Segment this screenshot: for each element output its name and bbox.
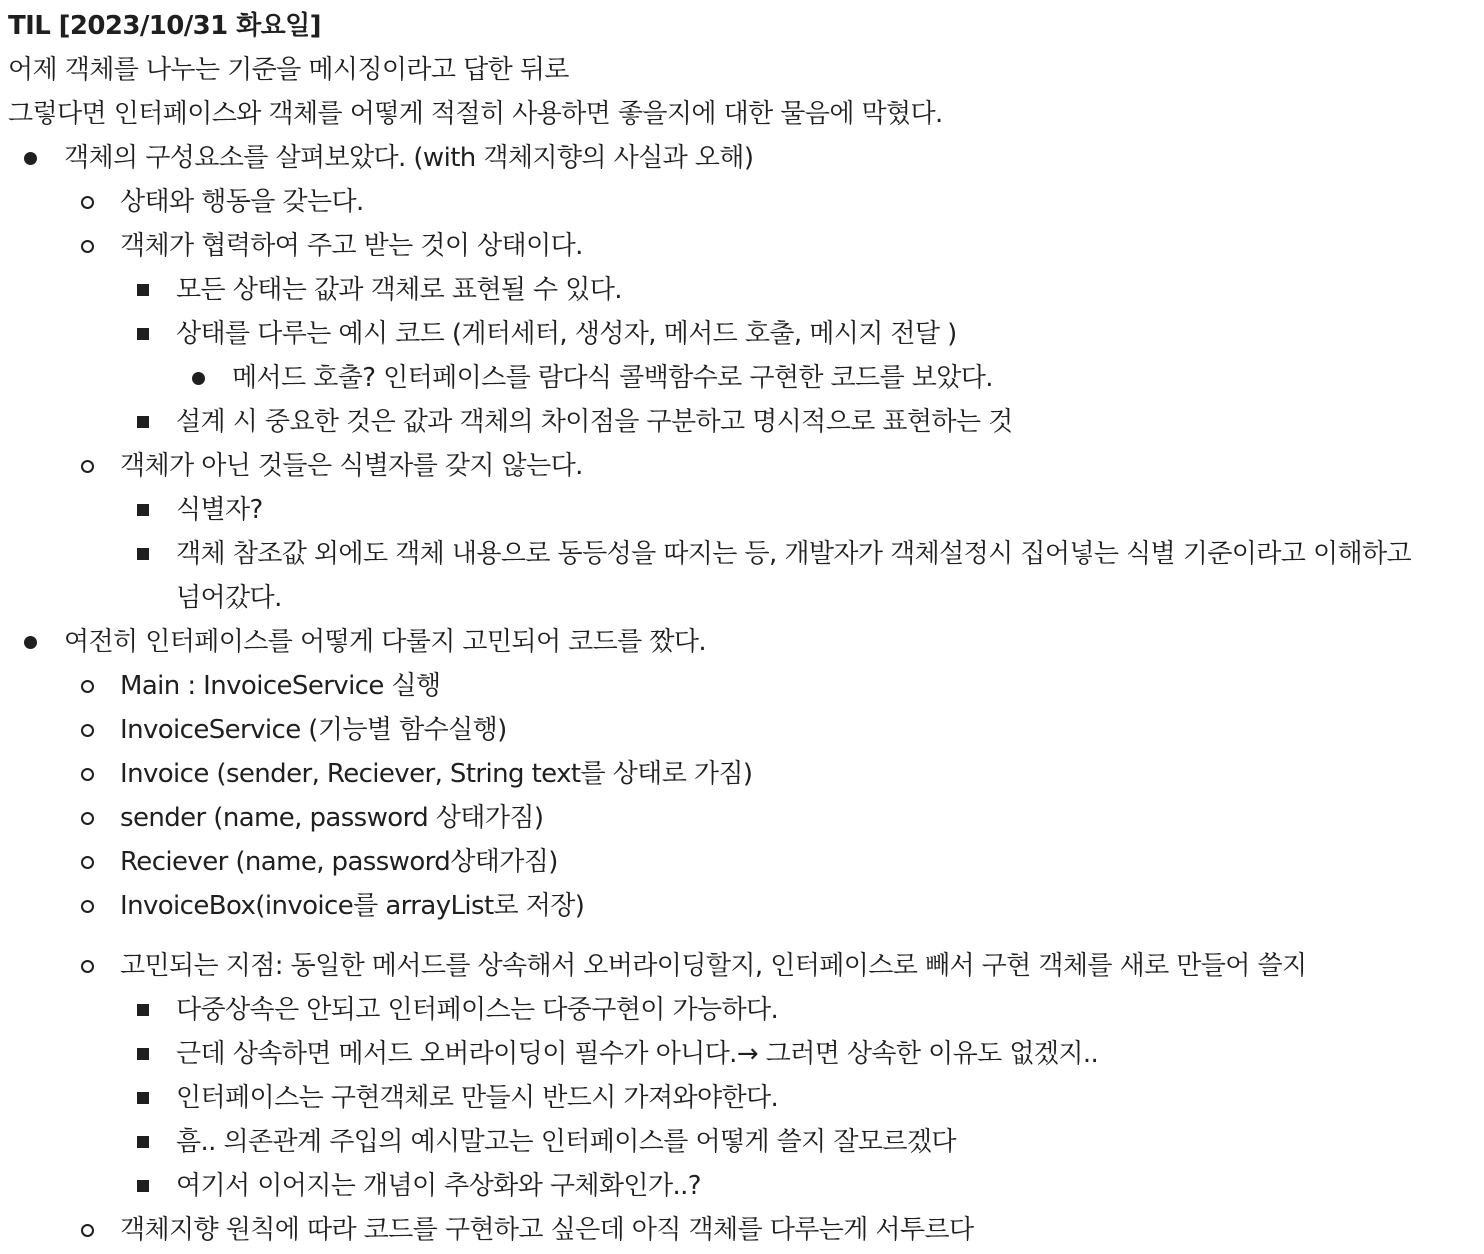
list-item-level2 [0, 840, 1484, 884]
list-item-text: 객체가 아닌 것들은 식별자를 갖지 않는다. [120, 451, 583, 481]
circle-bullet-icon [81, 460, 94, 473]
disc-bullet-icon [24, 152, 37, 165]
square-bullet-icon [137, 1136, 149, 1148]
list-item-text: 여기서 이어지는 개념이 추상화와 구체화인가..? [176, 1171, 701, 1201]
list-item-level3 [0, 1120, 1484, 1164]
circle-bullet-icon [81, 960, 94, 973]
list-item-level3 [0, 400, 1484, 444]
square-bullet-icon [137, 548, 149, 560]
list-item-level2 [0, 796, 1484, 840]
square-bullet-icon [137, 416, 149, 428]
list-item-level3 [0, 988, 1484, 1032]
circle-bullet-icon [81, 196, 94, 209]
list-item-level3 [0, 488, 1484, 532]
list-item-text: 모든 상태는 값과 객체로 표현될 수 있다. [176, 275, 622, 305]
list-item-text: 객체지향 원칙에 따라 코드를 구현하고 싶은데 아직 객체를 다루는게 서투르다 [120, 1215, 974, 1245]
list-item-text: Reciever (name, password상태가짐) [120, 847, 558, 877]
list-item-text: 넘어갔다. [176, 583, 282, 613]
circle-bullet-icon [81, 724, 94, 737]
square-bullet-icon [137, 504, 149, 516]
intro-line [0, 48, 1484, 92]
paragraph-text: 그렇다면 인터페이스와 객체를 어떻게 적절히 사용하면 좋을지에 대한 물음에 막혔다. [8, 99, 943, 129]
list-item-level3 [0, 312, 1484, 356]
square-bullet-icon [137, 284, 149, 296]
list-item-text: 객체의 구성요소를 살펴보았다. (with 객체지향의 사실과 오해) [64, 143, 754, 173]
square-bullet-icon [137, 1180, 149, 1192]
list-item-text: Invoice (sender, Reciever, String text를 상태로 가짐) [120, 759, 753, 789]
document-title [0, 4, 1484, 48]
list-item-text: InvoiceBox(invoice를 arrayList로 저장) [120, 891, 585, 921]
list-item-text: 식별자? [176, 495, 263, 525]
list-item-text: Main : InvoiceService 실행 [120, 671, 441, 701]
list-item-text: 여전히 인터페이스를 어떻게 다룰지 고민되어 코드를 짰다. [64, 627, 707, 657]
square-bullet-icon [137, 1004, 149, 1016]
list-item-level2 [0, 752, 1484, 796]
list-item-continuation [0, 576, 1484, 620]
paragraph-text: 어제 객체를 나누는 기준을 메시징이라고 답한 뒤로 [8, 55, 569, 85]
list-item-text: sender (name, password 상태가짐) [120, 803, 544, 833]
list-item-level1 [0, 136, 1484, 180]
list-item-text: InvoiceService (기능별 함수실행) [120, 715, 507, 745]
title-text: TIL [2023/10/31 화요일] [8, 11, 321, 41]
list-item-text: 메서드 호출? 인터페이스를 람다식 콜백함수로 구현한 코드를 보았다. [232, 363, 993, 393]
list-item-level3 [0, 1164, 1484, 1208]
list-item-level2 [0, 180, 1484, 224]
disc-bullet-icon [24, 636, 37, 649]
list-item-text: 상태와 행동을 갖는다. [120, 187, 364, 217]
list-item-level3 [0, 532, 1484, 576]
list-item-level3 [0, 268, 1484, 312]
list-item-level2 [0, 444, 1484, 488]
square-bullet-icon [137, 328, 149, 340]
list-item-level4 [0, 356, 1484, 400]
list-item-text: 설계 시 중요한 것은 값과 객체의 차이점을 구분하고 명시적으로 표현하는 것 [176, 407, 1013, 437]
list-item-text: 근데 상속하면 메서드 오버라이딩이 필수가 아니다.→ 그러면 상속한 이유도 없겠지.. [176, 1039, 1099, 1069]
list-item-level2 [0, 224, 1484, 268]
list-item-level1 [0, 620, 1484, 664]
intro-line [0, 92, 1484, 136]
list-item-text: 다중상속은 안되고 인터페이스는 다중구현이 가능하다. [176, 995, 779, 1025]
list-item-level2 [0, 708, 1484, 752]
list-item-text: 흠.. 의존관계 주입의 예시말고는 인터페이스를 어떻게 쓸지 잘모르겠다 [176, 1127, 956, 1157]
list-item-level2 [0, 884, 1484, 928]
circle-bullet-icon [81, 680, 94, 693]
list-item-level2 [0, 664, 1484, 708]
circle-bullet-icon [81, 856, 94, 869]
square-bullet-icon [137, 1092, 149, 1104]
list-item-text: 객체가 협력하여 주고 받는 것이 상태이다. [120, 231, 583, 261]
circle-bullet-icon [81, 1224, 94, 1237]
list-item-level2 [0, 1208, 1484, 1252]
list-item-text: 객체 참조값 외에도 객체 내용으로 동등성을 따지는 등, 개발자가 객체설정시 집어넣는 식별 기준이라고 이해하고 [176, 539, 1412, 569]
list-item-level3 [0, 1076, 1484, 1120]
square-bullet-icon [137, 1048, 149, 1060]
list-item-level3 [0, 1032, 1484, 1076]
list-item-text: 고민되는 지점: 동일한 메서드를 상속해서 오버라이딩할지, 인터페이스로 빼서 구현 객체를 새로 만들어 쓸지 [120, 951, 1307, 981]
circle-bullet-icon [81, 240, 94, 253]
circle-bullet-icon [81, 768, 94, 781]
circle-bullet-icon [81, 900, 94, 913]
list-item-text: 상태를 다루는 예시 코드 (게터세터, 생성자, 메서드 호출, 메시지 전달 ) [176, 319, 957, 349]
list-item-level2 [0, 944, 1484, 988]
disc-bullet-icon [192, 372, 205, 385]
circle-bullet-icon [81, 812, 94, 825]
list-item-text: 인터페이스는 구현객체로 만들시 반드시 가져와야한다. [176, 1083, 779, 1113]
